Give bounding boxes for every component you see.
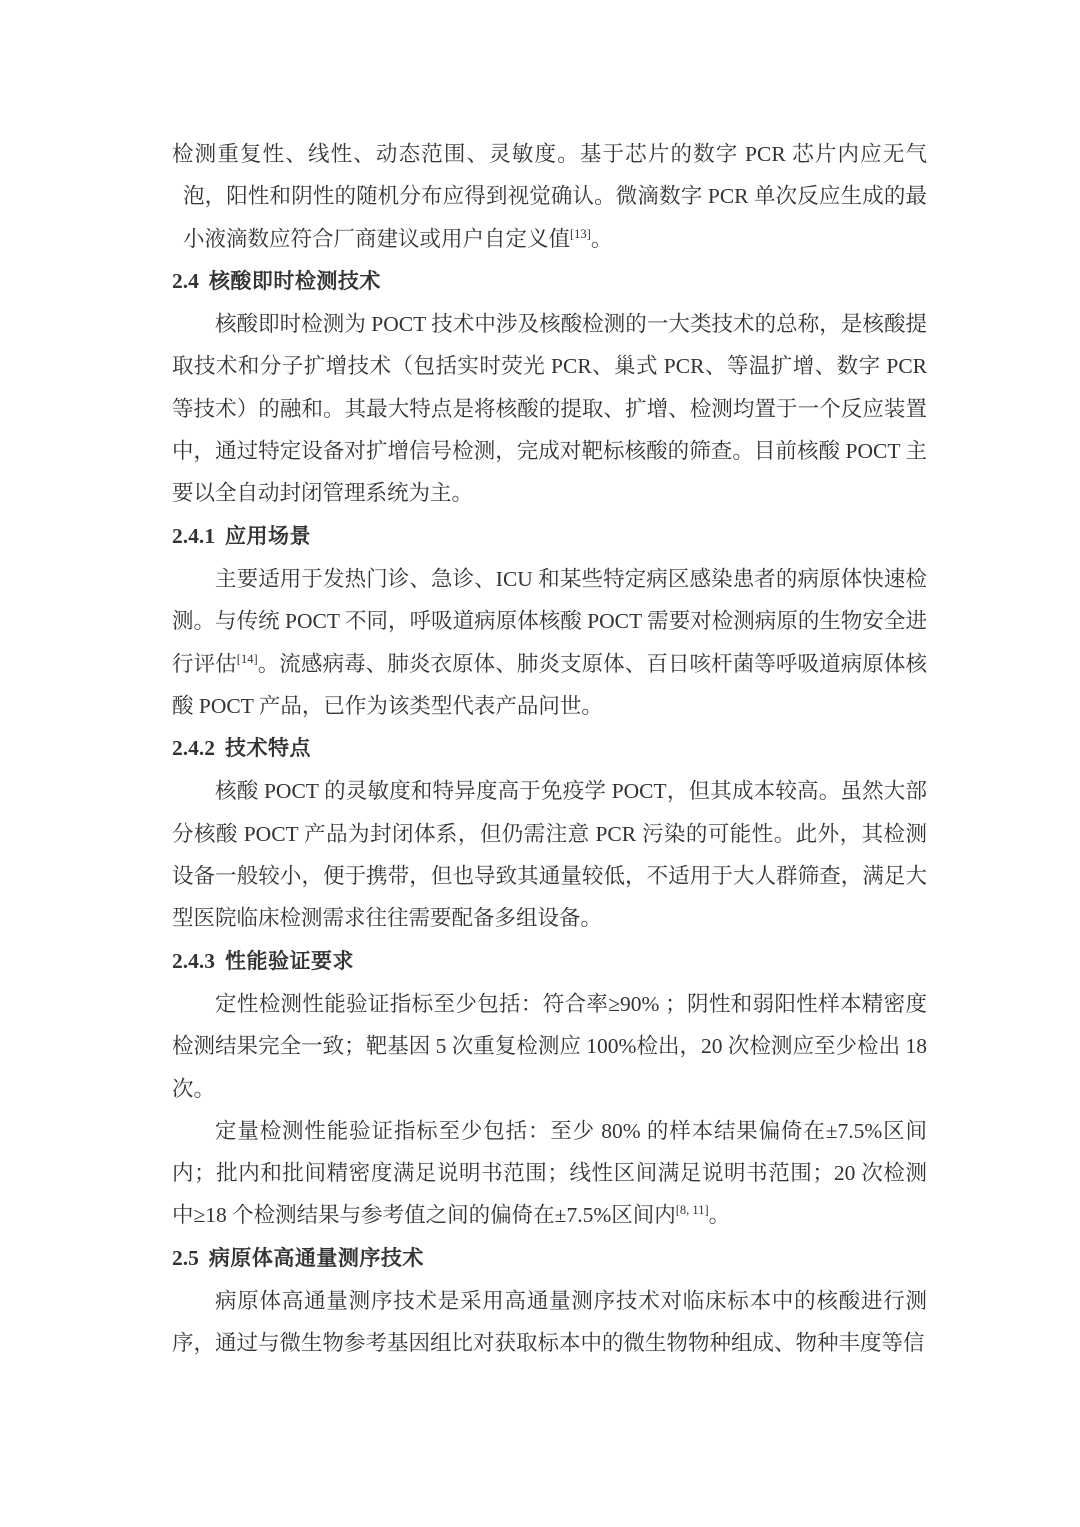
text-run: 。流感病毒、肺炎衣原体、肺炎支原体、百日咳杆菌等呼吸道病原体核酸 POCT 产品，已作为该类型代表产品问世。 [172,651,927,718]
section-number: 2.4 [172,268,199,293]
text-run: 。 [590,226,613,251]
section-title: 核酸即时检测技术 [208,269,381,293]
paragraph [172,303,927,514]
document-content [172,133,927,1365]
paragraph [172,133,927,260]
paragraph [172,1110,927,1237]
text-run: 定量检测性能验证指标至少包括：至少 80% 的样本结果偏倚在±7.5%区间内；批内和批间精密度满足说明书范围；线性区间满足说明书范围；20 次检测中≥18 个检测结果与参考值之间的偏倚在±7.5%区间内 [172,1118,927,1228]
section-heading [172,515,927,558]
paragraph [172,770,927,939]
section-title: 应用场景 [225,524,311,548]
section-number: 2.4.1 [172,523,215,548]
text-run: 检测重复性、线性、动态范围、灵敏度。基于芯片的数字 PCR 芯片内应无气泡，阳性和阴性的随机分布应得到视觉确认。微滴数字 PCR 单次反应生成的最小液滴数应符合厂商建议或用户自定义值 [172,142,927,251]
text-run: 主要适用于发热门诊、急诊、ICU 和某些特定病区感染患者的病原体快速检测。与传统 POCT 不同，呼吸道病原体核酸 POCT 需要对检测病原的生物安全进行评估 [172,566,927,676]
text-run: 定性检测性能验证指标至少包括：符合率≥90% ；阴性和弱阳性样本精密度检测结果完全一致；靶基因 5 次重复检测应 100%检出，20 次检测应至少检出 18 次。 [172,991,927,1101]
section-heading [172,1237,927,1280]
section-number: 2.4.2 [172,736,215,761]
paragraph [172,983,927,1110]
section-heading [172,260,927,303]
text-run: 病原体高通量测序技术是采用高通量测序技术对临床标本中的核酸进行测序，通过与微生物参考基因组比对获取标本中的微生物物种组成、物种丰度等信 [172,1289,927,1356]
citation-superscript: [14] [236,651,258,666]
citation-superscript: [8, 11] [675,1203,709,1218]
section-title: 病原体高通量测序技术 [208,1246,424,1270]
paragraph [172,558,927,727]
section-heading [172,940,927,983]
paragraph [172,1280,927,1365]
section-number: 2.4.3 [172,948,215,973]
section-title: 技术特点 [225,737,311,761]
citation-superscript: [13] [570,226,591,241]
text-run: 。 [708,1203,731,1228]
section-title: 性能验证要求 [225,949,354,973]
text-run: 核酸 POCT 的灵敏度和特异度高于免疫学 POCT，但其成本较高。虽然大部分核酸 POCT 产品为封闭体系，但仍需注意 PCR 污染的可能性。此外，其检测设备一般较小，便于携带，但也导致其通量较低，不适用于大人群筛查，满足大型医院临床检测需求往往需要配备多组设备。 [172,779,927,931]
text-run: 核酸即时检测为 POCT 技术中涉及核酸检测的一大类技术的总称，是核酸提取技术和分子扩增技术（包括实时荧光 PCR、巢式 PCR、等温扩增、数字 PCR 等技术）的融和。其最大特点是将核酸的提取、扩增、检测均置于一个反应装置中，通过特定设备对扩增信号检测，完成对靶标核酸的筛查。目前核酸 POCT 主要以全自动封闭管理系统为主。 [172,312,927,506]
section-number: 2.5 [172,1245,199,1270]
section-heading [172,727,927,770]
